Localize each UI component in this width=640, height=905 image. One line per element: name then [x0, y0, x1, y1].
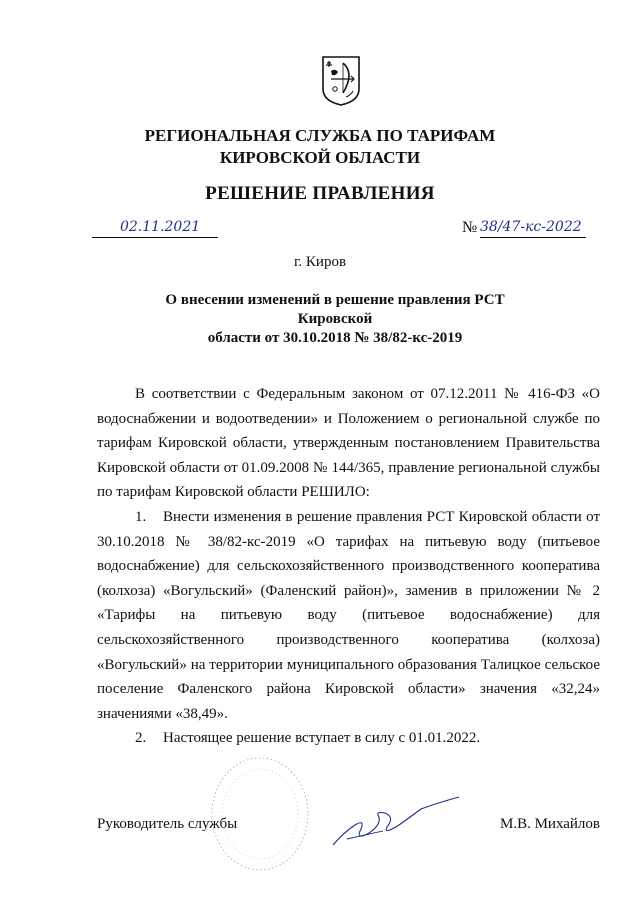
item-text: Настоящее решение вступает в силу с 01.01.2022.	[163, 730, 481, 747]
org-name-line1: РЕГИОНАЛЬНАЯ СЛУЖБА ПО ТАРИФАМ	[144, 126, 496, 145]
item-number: 1.	[135, 508, 147, 525]
stamp-icon	[205, 752, 315, 877]
subject-line1: О внесении изменений в решение правления РСТ Кировской	[165, 292, 505, 327]
coat-of-arms-icon	[321, 55, 361, 107]
signer-position: Руководитель службы	[97, 816, 238, 832]
decision-date: 02.11.2021	[120, 219, 201, 235]
item-number: 2.	[135, 730, 147, 747]
org-name-line2: КИРОВСКОЙ ОБЛАСТИ	[219, 148, 421, 167]
decision-item-2	[97, 726, 600, 751]
city: г. Киров	[293, 254, 347, 270]
item-text: Внести изменения в решение правления РСТ Кировской области от 30.10.2018 № 38/82-кс-2019 «О тарифах на питьевую воду (питьевое водоснабжение) для сельскохозяйственного производственного кооператива (колхоза) «Вогульский» (Фаленский район)», заменив в приложении № 2 «Тарифы на питьевую воду (питьевое водоснабжение) для сельскохозяйственного производственного кооператива (колхоза) «Вогульский» на территории муниципального образования Талицкое сельское поселение Фаленского района Кировской области» значения «32,24» значениями «38,49».	[97, 508, 600, 722]
intro-paragraph: В соответствии с Федеральным законом от 07.12.2011 № 416-ФЗ «О водоснабжении и водоотведении» и Положением о региональной службе по тарифам Кировской области, утвержденным постановлением Правительства Кировской области от 01.09.2008 № 144/365, правление региональной службы по тарифам Кировской области РЕШИЛО:	[97, 386, 600, 501]
subject-heading	[130, 291, 540, 348]
signature-icon	[325, 795, 465, 855]
decision-item-1	[97, 505, 600, 726]
signer-name: М.В. Михайлов	[499, 816, 600, 832]
decision-number: 38/47-кс-2022	[480, 219, 582, 235]
subject-line2: области от 30.10.2018 № 38/82-кс-2019	[207, 330, 463, 346]
document-body	[97, 382, 600, 751]
number-label: №	[462, 219, 478, 236]
decision-title: РЕШЕНИЕ ПРАВЛЕНИЯ	[205, 183, 435, 204]
